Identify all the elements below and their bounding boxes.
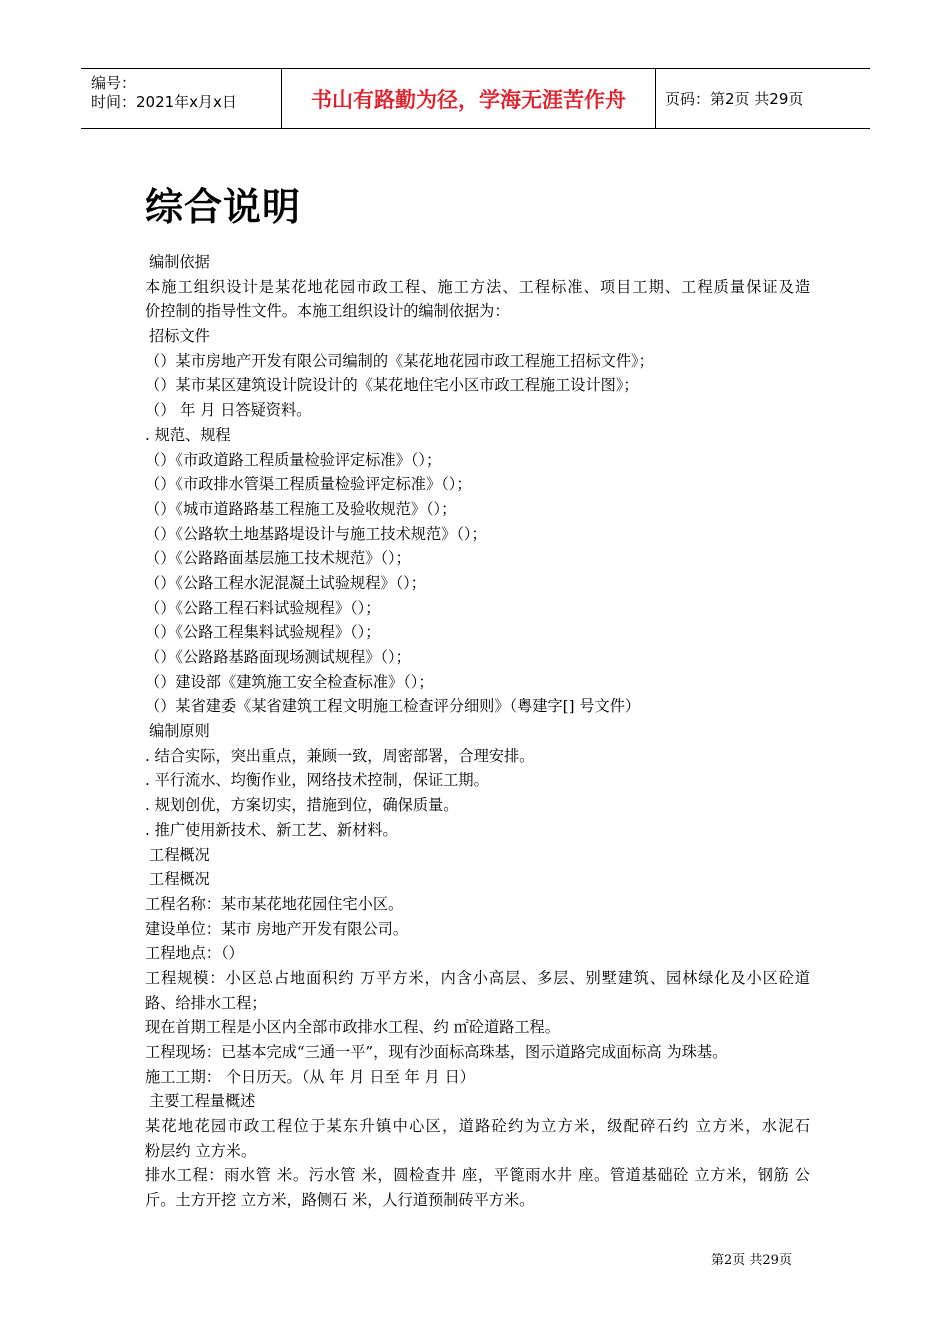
page-title: 综合说明 [145, 185, 302, 229]
header-page-number: 页码：第2页 共29页 [665, 90, 804, 108]
body-line: （）建设部《建筑施工安全检查标准》（）； [145, 672, 434, 691]
header-motto: 书山有路勤为径，学海无涯苦作舟 [311, 87, 626, 112]
body-line: . 规范、规程 [145, 425, 231, 444]
body-line: （）《公路工程石料试验规程》（）； [145, 598, 381, 617]
body-line: （）某市某区建筑设计院设计的《某花地住宅小区市政工程施工设计图》； [145, 376, 639, 395]
body-line: （）《城市道路路基工程施工及验收规范》（）； [145, 499, 457, 518]
document-time-label: 时间：2021年x月x日 [91, 93, 237, 111]
body-line: . 规划创优，方案切实，措施到位，确保质量。 [145, 796, 459, 815]
header-meta-cell [81, 69, 281, 128]
body-line: 工程名称：某市某花地花园住宅小区。 [145, 894, 404, 913]
body-line: 编制依据 [149, 253, 210, 271]
body-line: （）《公路工程集料试验规程》（）； [145, 623, 381, 642]
body-line: 工程规模：小区总占地面积约 万平方米，内含小高层、多层、别墅建筑、园林绿化及小区砼道 [145, 968, 810, 987]
body-line: 现在首期工程是小区内全部市政排水工程、约 ㎡砼道路工程。 [145, 1018, 560, 1037]
body-line: （）某市房地产开发有限公司编制的《某花地花园市政工程施工招标文件》； [145, 351, 654, 370]
body-line: 价控制的指导性文件。本施工组织设计的编制依据为： [145, 302, 510, 321]
body-line: 路、给排水工程； [145, 993, 267, 1012]
body-line: . 平行流水、均衡作业，网络技术控制，保证工期。 [145, 771, 489, 790]
body-line: （）《公路路基路面现场测试规程》（）； [145, 648, 411, 666]
body-line: 工程概况 [149, 870, 210, 889]
body-line: （） 年 月 日答疑资料。 [145, 401, 312, 420]
body-line: 粉层约 立方米。 [145, 1141, 257, 1160]
body-line: （）《公路软土地基路堤设计与施工技术规范》（）； [145, 524, 487, 543]
body-line: 排水工程：雨水管 米。污水管 米，圆检查井 座，平篦雨水井 座。管道基础砼 立方米，钢筋 公 [145, 1166, 810, 1185]
footer-page-number: 第2页 共29页 [711, 1253, 792, 1268]
body-line: 施工工期： 个日历天。（从 年 月 日至 年 月 日） [145, 1067, 475, 1086]
body-line: 工程地点：（） [145, 944, 244, 963]
body-line: 编制原则 [149, 722, 210, 741]
body-line: 本施工组织设计是某花地花园市政工程、施工方法、工程标准、项目工期、工程质量保证及造 [145, 277, 810, 296]
body-line: （）《市政排水管渠工程质量检验评定标准》（）； [145, 475, 472, 494]
body-line: （）某省建委《某省建筑工程文明施工检查评分细则》（粤建字[] 号文件） [145, 697, 641, 716]
body-line: （）《市政道路工程质量检验评定标准》（）； [145, 450, 442, 469]
body-line: 斤。土方开挖 立方米，路侧石 米，人行道预制砖平方米。 [145, 1191, 535, 1210]
body-line: . 结合实际，突出重点，兼顾一致，周密部署，合理安排。 [145, 746, 535, 765]
body-line: 某花地花园市政工程位于某东升镇中心区，道路砼约为立方米，级配碎石约 立方米，水泥石 [145, 1117, 810, 1136]
body-line: 工程现场：已基本完成“三通一平”，现有沙面标高珠基，图示道路完成面标高 为珠基。 [145, 1043, 728, 1061]
body-line: . 推广使用新技术、新工艺、新材料。 [145, 820, 398, 839]
body-line: 主要工程量概述 [149, 1092, 256, 1111]
body-line: 招标文件 [149, 327, 210, 346]
document-body [145, 250, 810, 1213]
header-divider [655, 69, 656, 128]
document-number-label: 编号： [91, 74, 137, 92]
body-line: （）《公路工程水泥混凝土试验规程》（）； [145, 573, 426, 592]
body-line: （）《公路路面基层施工技术规范》（）； [145, 549, 411, 568]
body-line: 建设单位：某市 房地产开发有限公司。 [145, 919, 409, 938]
body-line: 工程概况 [149, 845, 210, 864]
page-header [81, 68, 870, 129]
